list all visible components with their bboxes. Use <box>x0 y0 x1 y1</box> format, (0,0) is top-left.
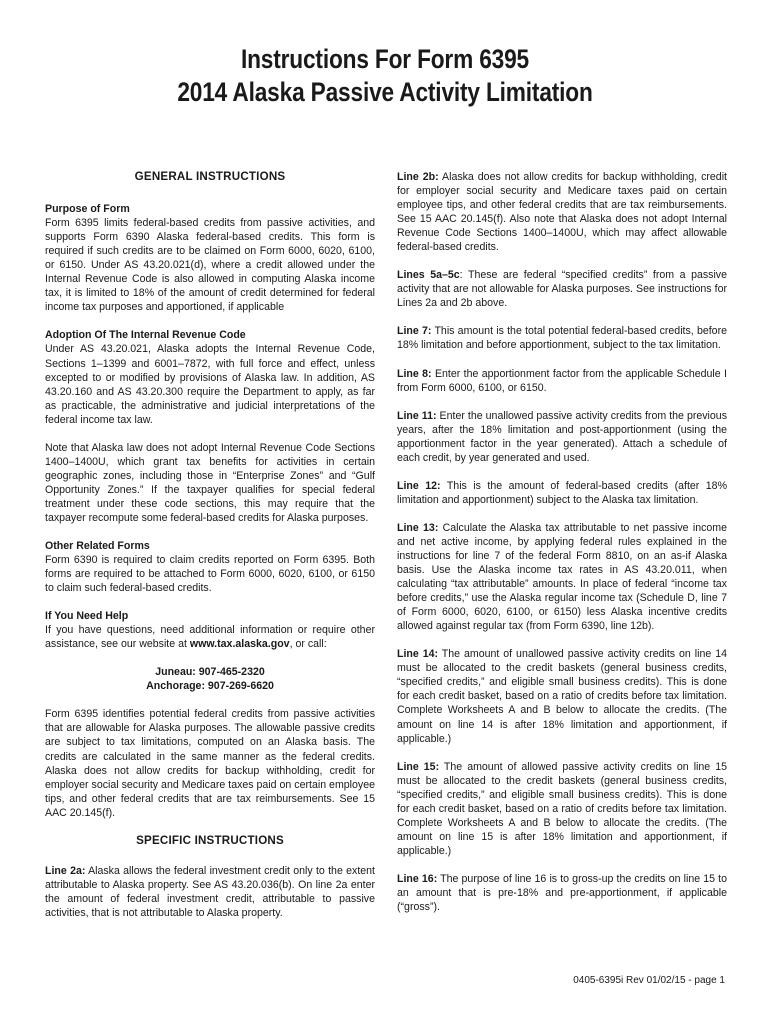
lines-5a-5c-paragraph <box>397 268 727 310</box>
line-11-paragraph <box>397 409 727 465</box>
line-2b-paragraph <box>397 170 727 254</box>
line-2a-paragraph <box>45 864 375 920</box>
purpose-heading: Purpose of Form <box>45 203 130 216</box>
page-subtitle: 2014 Alaska Passive Activity Limitation <box>177 77 593 107</box>
phone-anchorage: Anchorage: 907-269-6620 <box>146 680 274 693</box>
right-column <box>397 170 727 914</box>
line-14-paragraph <box>397 647 727 745</box>
related-forms-paragraph: Form 6390 is required to claim credits reported on Form 6395. Both forms are required to be attached to Form 6000, 6020, 6100, or 6150 to claim such federal-based credits. <box>45 554 375 595</box>
purpose-paragraph: Form 6395 limits federal-based credits from passive activities, and supports Form 6390 Alaska federal-based credits. This form is required if such credits are to be claimed on Form 6000, 6020, 6100, or 6150. Under AS 43.20.021(d), where a credit allowed under the Internal Revenue Code is also allowed in computing Alaska income tax, it is limited to 18% of the amount of credit determined for federal income tax purposes and apportioned, if applicable <box>45 217 375 314</box>
line-2a-label: Line 2a: <box>45 864 86 877</box>
line-11-label: Line 11: <box>397 409 437 422</box>
line-16-text: The purpose of line 16 is to gross-up the credits on line 15 to an amount that is pre-18% and pre-apportionment, if applicable (“gross”). <box>397 872 727 914</box>
line-16-label: Line 16: <box>397 872 438 885</box>
line-13-label: Line 13: <box>397 521 439 534</box>
general-instructions-heading: GENERAL INSTRUCTIONS <box>134 170 286 183</box>
line-11-text: Enter the unallowed passive activity credits from the previous years, after the 18% limitation and post-apportionment (using the apportionment factor in the year generated). Attach a schedule of each credit, by year generated and used. <box>397 409 727 464</box>
line-12-label: Line 12: <box>397 479 441 492</box>
line-2a-text: Alaska allows the federal investment credit only to the extent attributable to Alaska property. See AS 43.20.036(b). On line 2a enter the amount of federal investment credit, attributable to passive activities, that is not attributable to Alaska property. <box>45 864 375 919</box>
note-paragraph: Note that Alaska law does not adopt Internal Revenue Code Sections 1400–1400U, which grant tax benefits for activities in certain geographic zones, including those in “Enterprise Zones” and “Gulf Opportunity Zones.” If the taxpayer qualifies for special federal treatment under these code sections, this may require that the taxpayer recompute some federal-based credits for Alaska purposes. <box>45 441 375 524</box>
related-forms-heading: Other Related Forms <box>45 540 150 553</box>
help-heading: If You Need Help <box>45 610 129 623</box>
line-8-label: Line 8: <box>397 367 432 380</box>
page-footer: 0405-6395i Rev 01/02/15 - page 1 <box>573 975 725 986</box>
help-text-after: , or call: <box>289 638 327 651</box>
line-2b-text: Alaska does not allow credits for backup withholding, credit for employer social security and Medicare taxes paid on certain employee tips, and other federal credits that are tax reimbursements. See 15 AAC 20.145(f). Also note that Alaska does not adopt Internal Revenue Code Sections 1400–1400U, which may affect allowable federal-based credits. <box>397 171 727 254</box>
adoption-paragraph: Under AS 43.20.021, Alaska adopts the Internal Revenue Code, Sections 1–1399 and 6001–7872, with full force and effect, unless excepted to or modified by provisions of Alaska law. In addition, AS 43.20.160 and AS 43.20.300 require the Department to apply, as far as practicable, the administrative and judicial interpretations of the federal income tax law. <box>45 343 375 426</box>
line-14-label: Line 14: <box>397 648 439 661</box>
line-2b-label: Line 2b: <box>397 171 439 183</box>
help-text-before: If you have questions, need additional information or require other assistance, see our website at <box>45 624 375 651</box>
lines-5a-5c-text: : These are federal “specified credits” from a passive activity that are not allowable for Alaska purposes. See instructions for Lines 2a and 2b above. <box>397 269 727 310</box>
page-title: Instructions For Form 6395 <box>240 44 530 74</box>
line-15-paragraph <box>397 760 727 858</box>
line-8-paragraph <box>397 367 727 395</box>
identifies-paragraph: Form 6395 identifies potential federal credits from passive activities that are allowable for Alaska purposes. The allowable passive credits are subject to tax limitations, computed on an Alaska basis. The credits are calculated in the same manner as the federal credits. Alaska does not allow credits for backup withholding, credit for employer social security and Medicare taxes paid on certain employee tips, and other federal credits that are tax reimbursements. See 15 AAC 20.145(f). <box>45 708 375 819</box>
phone-juneau: Juneau: 907-465-2320 <box>155 666 265 679</box>
lines-5a-5c-label: Lines 5a–5c <box>397 269 460 282</box>
line-12-text: This is the amount of federal-based credits (after 18% limitation and apportionment) subject to the Alaska tax limitation. <box>397 479 727 506</box>
left-column <box>45 170 375 920</box>
line-7-paragraph <box>397 324 727 352</box>
line-15-text: The amount of allowed passive activity credits on line 15 must be allocated to the credit baskets (general business credits, “specified credits,” and eligible small business credits). This is done for each credit basket, based on a ratio of credits before tax limitation. Complete Worksheets A and B below to allocate the credits. (The amount on line 15 is after 18% limitation and apportionment, if applicable.) <box>397 760 727 857</box>
phone-numbers <box>45 665 375 693</box>
line-7-text: This amount is the total potential federal-based credits, before 18% limitation and before apportionment, subject to the tax limitation. <box>397 325 727 352</box>
line-16-paragraph <box>397 872 727 914</box>
adoption-heading: Adoption Of The Internal Revenue Code <box>45 329 246 342</box>
line-14-text: The amount of unallowed passive activity credits on line 14 must be allocated to the credit baskets (general business credits, “specified credits,” and eligible small business credits). This is done for each credit basket, based on a ratio of credits before tax limitation. Complete Worksheets A and B below to allocate the credits. (The amount on line 14 is after 18% limitation and apportionment, if applicable.) <box>397 648 727 745</box>
help-paragraph <box>45 623 375 651</box>
line-15-label: Line 15: <box>397 760 440 773</box>
line-12-paragraph <box>397 479 727 507</box>
website-link[interactable]: www.tax.alaska.gov <box>189 638 290 651</box>
specific-instructions-heading: SPECIFIC INSTRUCTIONS <box>136 833 284 847</box>
line-13-paragraph <box>397 521 727 633</box>
line-13-text: Calculate the Alaska tax attributable to net passive income and net active income, by applying federal rules explained in the instructions for line 7 of the federal Form 8810, on an as-if Alaska basis. Use the Alaska income tax rates in AS 43.20.011, when calculating “tax attributable” amounts. In place of federal “income tax before credits,” use the Alaska regular income tax (Schedule D, line 7 of Form 6000, 6020, 6100, or 6150) less Alaska incentive credits allowed against regular tax (from Form 6390, line 12b). <box>397 521 727 633</box>
line-8-text: Enter the apportionment factor from the applicable Schedule I from Form 6000, 6100, or 6150. <box>397 367 728 394</box>
line-7-label: Line 7: <box>397 325 432 338</box>
